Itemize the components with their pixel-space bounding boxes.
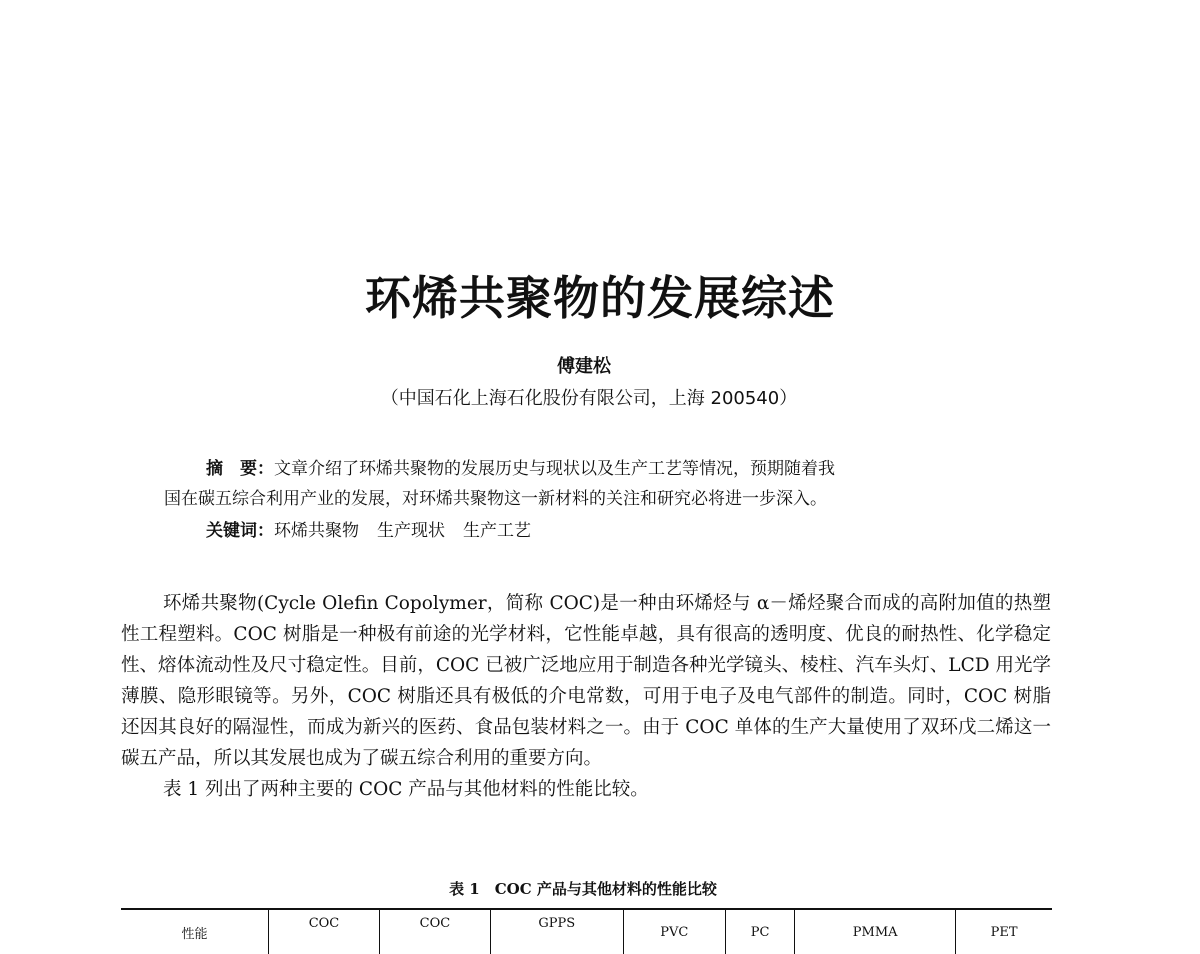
body-paragraph-1: 环烯共聚物(Cycle Olefin Copolymer，简称 COC)是一种由环烯烃与 α－烯烃聚合而成的高附加值的热塑性工程塑料。COC 树脂是一种极有前途的光学材料，它性能卓越，具有很高的透明度、优良的耐热性、化学稳定性、熔体流动性及尺寸稳定性。目前，COC 已被广泛地应用于制造各种光学镜头、棱柱、汽车头灯、LCD 用光学薄膜、隐形眼镜等。另外，COC 树脂还具有极低的介电常数，可用于电子及电气部件的制造。同时，COC 树脂还因其良好的隔湿性，而成为新兴的医药、食品包装材料之一。由于 COC 单体的生产大量使用了双环戊二烯这一碳五产品，所以其发展也成为了碳五综合利用的重要方向。 [121, 593, 1051, 769]
paper-title: 环烯共聚物的发展综述 [365, 271, 835, 325]
header-label: GPPS [538, 916, 576, 931]
abstract-text-1: 文章介绍了环烯共聚物的发展历史与现状以及生产工艺等情况，预期随着我 [274, 459, 835, 479]
header-label: COC [419, 916, 451, 931]
body-paragraph-2: 表 1 列出了两种主要的 COC 产品与其他材料的性能比较。 [163, 779, 649, 800]
keyword: 生产工艺 [463, 521, 531, 541]
table-header-row [121, 910, 1052, 954]
author-affiliation: （中国石化上海石化股份有限公司，上海 200540） [380, 388, 798, 409]
table-header-cell: PVC [623, 910, 725, 954]
table-header-cell [269, 910, 380, 954]
abstract-block [164, 454, 1044, 546]
comparison-table [121, 908, 1052, 954]
table-header-cell: PET [990, 924, 1018, 940]
keyword: 生产现状 [377, 521, 445, 541]
table-header-cell: PC [725, 910, 794, 954]
abstract-label: 摘 要： [206, 459, 274, 479]
table-header-cell: PMMA [795, 910, 956, 954]
table-caption: 表 1 COC 产品与其他材料的性能比较 [449, 880, 717, 898]
keywords-label: 关键词： [206, 521, 274, 541]
keyword: 环烯共聚物 [274, 521, 359, 541]
abstract-text-2: 国在碳五综合利用产业的发展，对环烯共聚物这一新材料的关注和研究必将进一步深入。 [164, 489, 827, 509]
keywords-line [206, 516, 1044, 546]
abstract-line-1 [164, 454, 1044, 484]
author-name: 傅建松 [557, 356, 611, 377]
table-header-cell [379, 910, 490, 954]
body-text [121, 588, 1051, 805]
table-header-cell: 性能 [121, 910, 269, 954]
header-label: COC [308, 916, 340, 931]
table-header-cell [490, 910, 623, 954]
